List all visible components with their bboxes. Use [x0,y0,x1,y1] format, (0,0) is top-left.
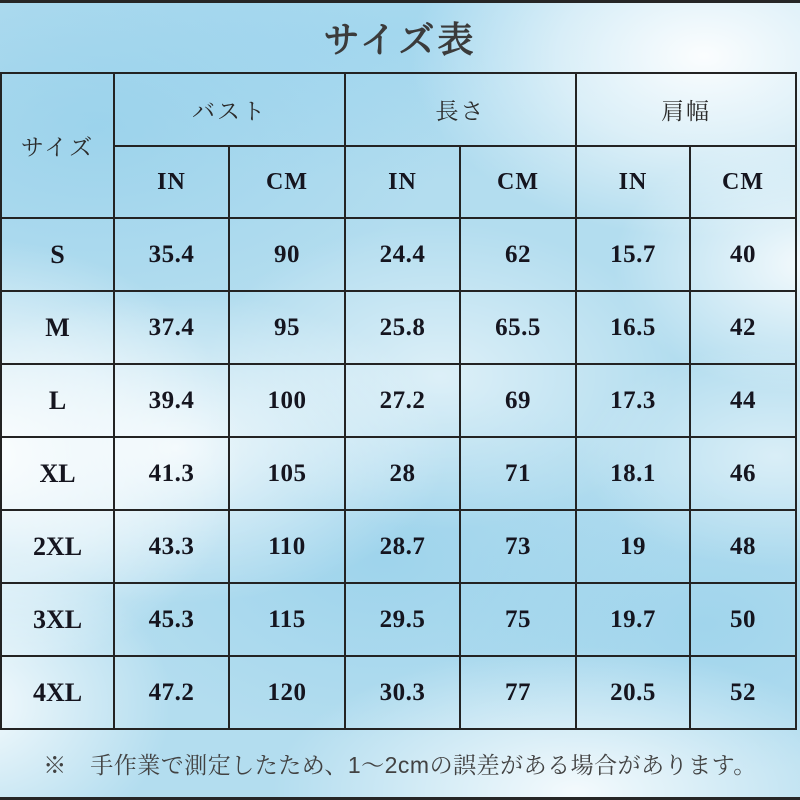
header-shoulder: 肩幅 [576,73,796,146]
cell-value: 71 [460,437,576,510]
cell-value: 47.2 [114,656,229,729]
size-label: XL [1,437,114,510]
cell-value: 40 [690,218,796,291]
header-bust-in: IN [114,146,229,218]
table-row-3xl [1,583,796,656]
cell-value: 25.8 [345,291,460,364]
cell-value: 28.7 [345,510,460,583]
cell-value: 41.3 [114,437,229,510]
cell-value: 50 [690,583,796,656]
cell-value: 37.4 [114,291,229,364]
cell-value: 30.3 [345,656,460,729]
header-bust: バスト [114,73,345,146]
table-row-s [1,218,796,291]
size-label: S [1,218,114,291]
cell-value: 73 [460,510,576,583]
title-band [0,0,800,72]
cell-value: 28 [345,437,460,510]
header-bust-cm: CM [229,146,345,218]
cell-value: 18.1 [576,437,690,510]
cell-value: 16.5 [576,291,690,364]
cell-value: 62 [460,218,576,291]
cell-value: 39.4 [114,364,229,437]
cell-value: 100 [229,364,345,437]
size-label: M [1,291,114,364]
cell-value: 43.3 [114,510,229,583]
cell-value: 46 [690,437,796,510]
cell-value: 19.7 [576,583,690,656]
cell-value: 48 [690,510,796,583]
cell-value: 20.5 [576,656,690,729]
table-row-l [1,364,796,437]
size-label: 4XL [1,656,114,729]
header-length-cm: CM [460,146,576,218]
cell-value: 15.7 [576,218,690,291]
cell-value: 52 [690,656,796,729]
cell-value: 115 [229,583,345,656]
cell-value: 65.5 [460,291,576,364]
table-row-4xl [1,656,796,729]
page-title: サイズ表 [323,19,477,60]
cell-value: 24.4 [345,218,460,291]
header-size: サイズ [1,73,114,218]
header-length: 長さ [345,73,576,146]
size-label: 3XL [1,583,114,656]
table-row-2xl [1,510,796,583]
cell-value: 95 [229,291,345,364]
header-shoulder-cm: CM [690,146,796,218]
table-row-m [1,291,796,364]
table-row-xl [1,437,796,510]
cell-value: 42 [690,291,796,364]
cell-value: 77 [460,656,576,729]
header-group-row [1,73,796,146]
cell-value: 90 [229,218,345,291]
cell-value: 120 [229,656,345,729]
cell-value: 17.3 [576,364,690,437]
cell-value: 19 [576,510,690,583]
cell-value: 35.4 [114,218,229,291]
cell-value: 69 [460,364,576,437]
cell-value: 105 [229,437,345,510]
header-shoulder-in: IN [576,146,690,218]
cell-value: 27.2 [345,364,460,437]
cell-value: 110 [229,510,345,583]
cell-value: 44 [690,364,796,437]
size-label: 2XL [1,510,114,583]
footer-band [0,730,800,800]
header-unit-row [1,146,796,218]
cell-value: 45.3 [114,583,229,656]
cell-value: 75 [460,583,576,656]
size-label: L [1,364,114,437]
header-length-in: IN [345,146,460,218]
cell-value: 29.5 [345,583,460,656]
measurement-disclaimer: ※ 手作業で測定したため、1〜2cmの誤差がある場合があります。 [43,752,757,778]
size-table [0,72,797,730]
